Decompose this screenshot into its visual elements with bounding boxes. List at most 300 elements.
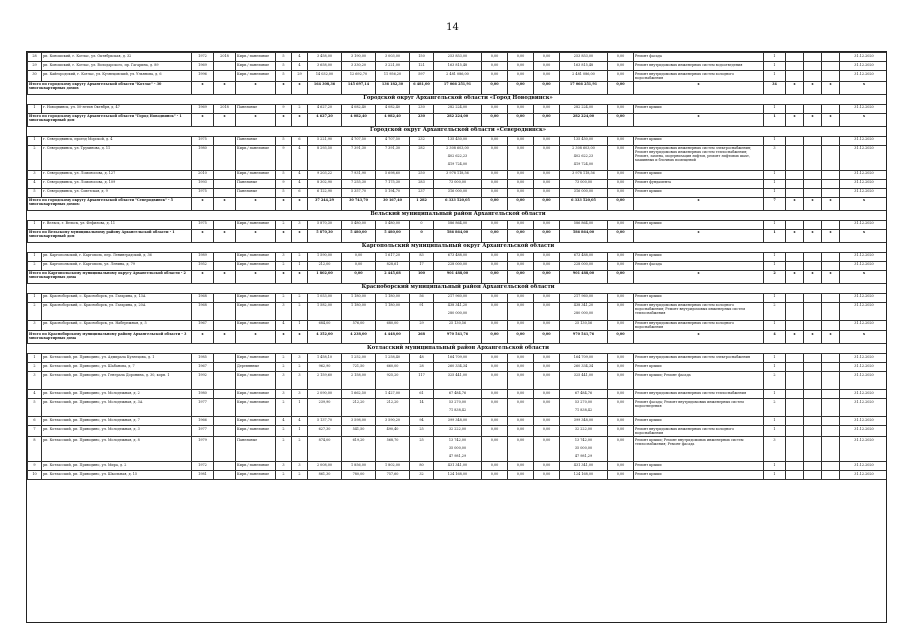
address-cell: г. Вельск, г. Вельск, ул. Фефилова, д. 11 bbox=[42, 220, 192, 229]
residents-cell: 597 bbox=[410, 71, 434, 82]
placeholder-cell: x bbox=[840, 113, 888, 126]
other-funds-cell: 0,00 bbox=[608, 81, 634, 94]
address-cell: рп. Котласский, рп. Приводино, ул. Молодежная, д. 3 bbox=[42, 426, 192, 437]
work-type-cell: Ремонт крыши; Ремонт фасада bbox=[634, 372, 764, 390]
placeholder-cell: x bbox=[804, 81, 822, 94]
total-label: Итого по Каргопольскому муниципальному округу Архангельской области - 2 многоквартирных дома bbox=[28, 270, 192, 283]
floors-cell: 3 bbox=[276, 252, 292, 261]
address-cell: рп. Красноборский, с. Красноборск, ул. Гагарина, д. 20А bbox=[42, 302, 192, 320]
residential-area-cell: 7 175,30 bbox=[376, 179, 410, 188]
blank-cell bbox=[804, 436, 822, 461]
federal-funds-cell: 0,00 bbox=[482, 372, 508, 390]
owners-funds-cell: 17 066 251,91 bbox=[560, 81, 608, 94]
blank-cell bbox=[804, 188, 822, 197]
other-funds-cell: 0,00 bbox=[608, 145, 634, 170]
regional-funds-cell: 0,00 bbox=[508, 293, 534, 302]
floors-cell: 5 bbox=[276, 136, 292, 145]
placeholder-cell: x bbox=[804, 331, 822, 344]
works-count-cell: 2 bbox=[764, 399, 786, 417]
table-row bbox=[28, 399, 888, 417]
owners-funds-cell: 438 341,20 280 000,00 bbox=[560, 302, 608, 320]
deadline-cell: 31.12.2020 bbox=[840, 426, 888, 437]
region-title: Вельский муниципальный район Архангельской области bbox=[28, 210, 888, 220]
blank-cell bbox=[804, 426, 822, 437]
residents-cell: 14 bbox=[410, 399, 434, 417]
placeholder-cell: x bbox=[276, 197, 292, 210]
works-count-cell: 1 bbox=[764, 62, 786, 71]
floors-cell: 3 bbox=[276, 461, 292, 470]
blank-cell bbox=[804, 252, 822, 261]
year-built-cell: 1975 bbox=[192, 220, 214, 229]
placeholder-cell: x bbox=[192, 270, 214, 283]
blank-cell bbox=[804, 302, 822, 320]
work-type-cell: Ремонт крыши bbox=[634, 170, 764, 179]
year-repair-cell bbox=[214, 399, 236, 417]
other-funds-cell: 0,00 bbox=[608, 372, 634, 390]
federal-funds-cell: 0,00 bbox=[482, 363, 508, 372]
row-number: 1 bbox=[28, 354, 42, 363]
year-built-cell: 1992 bbox=[192, 372, 214, 390]
entrances-cell: 2 bbox=[292, 293, 308, 302]
cost-cell: 438 341,20 280 000,00 bbox=[434, 302, 482, 320]
cost-cell: 32 222,00 bbox=[434, 426, 482, 437]
regional-funds-cell: 0,00 bbox=[508, 81, 534, 94]
other-funds-cell: 0,00 bbox=[608, 270, 634, 283]
placeholder-cell: x bbox=[840, 270, 888, 283]
table-row bbox=[28, 436, 888, 461]
floors-cell: 2 bbox=[276, 470, 292, 479]
regional-funds-cell: 0,00 bbox=[508, 188, 534, 197]
row-number: 6 bbox=[28, 417, 42, 426]
cost-cell: 135 450,00 bbox=[434, 136, 482, 145]
placeholder-cell: x bbox=[804, 197, 822, 210]
works-count-cell: 1 bbox=[764, 229, 786, 242]
cost-cell: 586 864,00 bbox=[434, 220, 482, 229]
work-type-cell: Ремонт крыши bbox=[634, 104, 764, 113]
entrances-cell: 3 bbox=[292, 372, 308, 390]
blank-cell bbox=[822, 293, 840, 302]
federal-funds-cell: 0,00 bbox=[482, 320, 508, 331]
table-row bbox=[28, 252, 888, 261]
works-count-cell: 1 bbox=[764, 71, 786, 82]
blank-cell bbox=[822, 426, 840, 437]
floors-cell: 9 bbox=[276, 145, 292, 170]
works-count-cell: 1 bbox=[764, 220, 786, 229]
local-funds-cell: 0,00 bbox=[534, 436, 560, 461]
local-funds-cell: 0,00 bbox=[534, 197, 560, 210]
federal-funds-cell: 0,00 bbox=[482, 220, 508, 229]
table-row bbox=[28, 145, 888, 170]
section-total-row bbox=[28, 270, 888, 283]
federal-funds-cell: 0,00 bbox=[482, 81, 508, 94]
other-funds-cell: 0,00 bbox=[608, 331, 634, 344]
region-title: Городской округ Архангельской области «Северодвинск» bbox=[28, 126, 888, 136]
apartments-area-cell: 619,20 bbox=[342, 436, 376, 461]
cost-cell: 325 441,00 bbox=[434, 372, 482, 390]
residents-cell: 80 bbox=[410, 461, 434, 470]
wall-material-cell: Кирп./ панельные bbox=[236, 354, 276, 363]
federal-funds-cell: 0,00 bbox=[482, 417, 508, 426]
regional-funds-cell: 0,00 bbox=[508, 390, 534, 399]
work-type-cell: Ремонт фасада bbox=[634, 261, 764, 270]
federal-funds-cell: 0,00 bbox=[482, 436, 508, 461]
deadline-cell: 31.12.2020 bbox=[840, 261, 888, 270]
year-repair-cell bbox=[214, 170, 236, 179]
entrances-cell: 2 bbox=[292, 302, 308, 320]
residential-area-cell: 680,00 bbox=[376, 320, 410, 331]
residents-cell: 250 bbox=[410, 170, 434, 179]
apartments-area-cell: 1 856,00 bbox=[342, 461, 376, 470]
year-repair-cell bbox=[214, 261, 236, 270]
address-cell: рп. Котласский, рп. Приводино, ул. Молодежная, д. 2 bbox=[42, 390, 192, 399]
local-funds-cell: 0,00 bbox=[534, 426, 560, 437]
works-count-cell: 1 bbox=[764, 261, 786, 270]
placeholder-cell: x bbox=[840, 197, 888, 210]
entrances-cell: 6 bbox=[292, 136, 308, 145]
work-type-cell: Ремонт крыши bbox=[634, 188, 764, 197]
other-funds-cell: 0,00 bbox=[608, 320, 634, 331]
total-area-cell: 4 352,00 bbox=[308, 331, 342, 344]
local-funds-cell: 0,00 bbox=[534, 71, 560, 82]
blank-cell bbox=[804, 354, 822, 363]
wall-material-cell: Кирп./ панельные bbox=[236, 170, 276, 179]
deadline-cell: 31.12.2020 bbox=[840, 188, 888, 197]
year-built-cell: 1977 bbox=[192, 426, 214, 437]
local-funds-cell: 0,00 bbox=[534, 53, 560, 62]
total-area-cell: 1 802,00 bbox=[308, 270, 342, 283]
total-label: Итого по Вельскому муниципальному району Архангельской области - 1 многоквартирный дом bbox=[28, 229, 192, 242]
wall-material-cell: Панельные bbox=[236, 188, 276, 197]
work-type-cell: Ремонт крыши bbox=[634, 363, 764, 372]
local-funds-cell: 0,00 bbox=[534, 417, 560, 426]
blank-cell bbox=[822, 372, 840, 390]
residential-area-cell: 1 617,20 bbox=[376, 252, 410, 261]
placeholder-cell: x bbox=[786, 331, 804, 344]
placeholder-cell: x bbox=[840, 81, 888, 94]
year-repair-cell bbox=[214, 436, 236, 461]
blank-cell bbox=[804, 390, 822, 399]
blank-cell bbox=[822, 417, 840, 426]
cost-cell: 13 742,00 35 000,00 47 981,29 bbox=[434, 436, 482, 461]
apartments-area-cell: 3 330,20 bbox=[342, 62, 376, 71]
year-built-cell: 1993 bbox=[192, 179, 214, 188]
regional-funds-cell: 0,00 bbox=[508, 354, 534, 363]
regional-funds-cell: 0,00 bbox=[508, 331, 534, 344]
blank-cell bbox=[786, 399, 804, 417]
table-row bbox=[28, 293, 888, 302]
other-funds-cell: 0,00 bbox=[608, 179, 634, 188]
placeholder-cell: x bbox=[804, 270, 822, 283]
regional-funds-cell: 0,00 bbox=[508, 53, 534, 62]
wall-material-cell: Кирп./ панельные bbox=[236, 372, 276, 390]
address-cell: рп. Котласский, рп. Приводино, ул. Молодежная, д. 8 bbox=[42, 436, 192, 461]
cost-cell: 673 488,00 bbox=[434, 252, 482, 261]
year-built-cell: 1968 bbox=[192, 293, 214, 302]
blank-cell bbox=[822, 461, 840, 470]
placeholder-cell: x bbox=[786, 270, 804, 283]
residents-cell: 230 bbox=[410, 113, 434, 126]
total-area-cell: 5 221,90 bbox=[308, 136, 342, 145]
federal-funds-cell: 0,00 bbox=[482, 197, 508, 210]
other-funds-cell: 0,00 bbox=[608, 252, 634, 261]
local-funds-cell: 0,00 bbox=[534, 302, 560, 320]
local-funds-cell: 0,00 bbox=[534, 261, 560, 270]
apartments-area-cell: 0,00 bbox=[342, 252, 376, 261]
row-number: 3 bbox=[28, 320, 42, 331]
table-row bbox=[28, 461, 888, 470]
residents-cell: 150 bbox=[410, 53, 434, 62]
row-number: 2 bbox=[28, 145, 42, 170]
blank-cell bbox=[786, 417, 804, 426]
wall-material-cell: Панельные bbox=[236, 436, 276, 461]
year-built-cell: 1968 bbox=[192, 302, 214, 320]
owners-funds-cell: 3 978 118,56 bbox=[560, 170, 608, 179]
works-count-cell: 1 bbox=[764, 470, 786, 479]
regional-funds-cell: 0,00 bbox=[508, 62, 534, 71]
total-area-cell: 8 302,90 bbox=[308, 179, 342, 188]
owners-funds-cell: 901 488,00 bbox=[560, 270, 608, 283]
local-funds-cell: 0,00 bbox=[534, 293, 560, 302]
blank-cell bbox=[786, 71, 804, 82]
table-row bbox=[28, 372, 888, 390]
wall-material-cell: Кирп./ панельные bbox=[236, 293, 276, 302]
placeholder-cell: x bbox=[236, 81, 276, 94]
year-built-cell: 1980 bbox=[192, 145, 214, 170]
works-count-cell: 1 bbox=[764, 188, 786, 197]
owners-funds-cell: 282 224,00 bbox=[560, 104, 608, 113]
regional-funds-cell: 0,00 bbox=[508, 372, 534, 390]
works-count-cell: 1 bbox=[764, 461, 786, 470]
table-row bbox=[28, 71, 888, 82]
total-area-cell: 4 627,20 bbox=[308, 104, 342, 113]
other-funds-cell: 0,00 bbox=[608, 170, 634, 179]
federal-funds-cell: 0,00 bbox=[482, 170, 508, 179]
regional-funds-cell: 0,00 bbox=[508, 363, 534, 372]
wall-material-cell: Панельные bbox=[236, 104, 276, 113]
other-funds-cell: 0,00 bbox=[608, 293, 634, 302]
residential-area-cell: 3 590,20 bbox=[376, 417, 410, 426]
year-built-cell: 1967 bbox=[192, 320, 214, 331]
blank-cell bbox=[804, 372, 822, 390]
wall-material-cell: Кирп./ панельные bbox=[236, 145, 276, 170]
section-total-row bbox=[28, 113, 888, 126]
placeholder-cell: x bbox=[236, 270, 276, 283]
floors-cell: 5 bbox=[276, 71, 292, 82]
placeholder-cell: x bbox=[292, 113, 308, 126]
works-count-cell: 1 bbox=[764, 252, 786, 261]
blank-cell bbox=[786, 372, 804, 390]
blank-cell bbox=[786, 354, 804, 363]
region-title: Городской округ Архангельской области «Город Новодвинск» bbox=[28, 94, 888, 104]
total-area-cell: 3 658,00 bbox=[308, 62, 342, 71]
year-repair-cell bbox=[214, 293, 236, 302]
residential-area-cell: 2 445,68 bbox=[376, 270, 410, 283]
table-row bbox=[28, 104, 888, 113]
floors-cell: 2 bbox=[276, 426, 292, 437]
works-count-cell: 2 bbox=[764, 270, 786, 283]
year-repair-cell bbox=[214, 145, 236, 170]
blank-cell bbox=[822, 363, 840, 372]
wall-material-cell: Кирп./ панельные bbox=[236, 71, 276, 82]
entrances-cell: 4 bbox=[292, 62, 308, 71]
year-repair-cell bbox=[214, 220, 236, 229]
owners-funds-cell: 73 000,00 bbox=[560, 179, 608, 188]
residents-cell: 6 481,00 bbox=[410, 81, 434, 94]
owners-funds-cell: 13 742,00 35 000,00 47 981,29 bbox=[560, 436, 608, 461]
work-type-cell: Ремонт внутридомовых инженерных систем электроснабжения bbox=[634, 354, 764, 363]
deadline-cell: 31.12.2020 bbox=[840, 354, 888, 363]
total-area-cell: 874,00 bbox=[308, 436, 342, 461]
section-total-row bbox=[28, 331, 888, 344]
deadline-cell: 31.12.2020 bbox=[840, 320, 888, 331]
address-cell: рп. Котласский, рп. Приводино, ул. Шабанова, д. 7 bbox=[42, 363, 192, 372]
table-row bbox=[28, 390, 888, 399]
deadline-cell: 31.12.2020 bbox=[840, 145, 888, 170]
regional-funds-cell: 0,00 bbox=[508, 179, 534, 188]
placeholder-cell: x bbox=[786, 229, 804, 242]
apartments-area-cell: 0,00 bbox=[342, 270, 376, 283]
placeholder-cell: x bbox=[236, 197, 276, 210]
other-funds-cell: 0,00 bbox=[608, 426, 634, 437]
deadline-cell: 31.12.2020 bbox=[840, 71, 888, 82]
owners-funds-cell: 164 709,00 bbox=[560, 354, 608, 363]
work-type-cell: Ремонт внутридомовых инженерных систем холодного водоснабжения; Ремонт внутридомовых инженерных систем теплоснабжения bbox=[634, 302, 764, 320]
section-total-row bbox=[28, 229, 888, 242]
work-type-cell: Ремонт крыши bbox=[634, 293, 764, 302]
works-count-cell: 4 bbox=[764, 331, 786, 344]
placeholder-cell: x bbox=[192, 229, 214, 242]
entrances-cell: 4 bbox=[292, 170, 308, 179]
entrances-cell: 3 bbox=[292, 220, 308, 229]
wall-material-cell: Кирп./ панельные bbox=[236, 220, 276, 229]
deadline-cell: 31.12.2020 bbox=[840, 170, 888, 179]
regional-funds-cell: 0,00 bbox=[508, 436, 534, 461]
row-number: 3 bbox=[28, 372, 42, 390]
federal-funds-cell: 0,00 bbox=[482, 302, 508, 320]
residents-cell: 230 bbox=[410, 104, 434, 113]
placeholder-cell: x bbox=[634, 197, 764, 210]
local-funds-cell: 0,00 bbox=[534, 188, 560, 197]
work-type-cell: Ремонт крыши bbox=[634, 252, 764, 261]
works-count-cell: 1 bbox=[764, 417, 786, 426]
entrances-cell: 2 bbox=[292, 252, 308, 261]
blank-cell bbox=[822, 145, 840, 170]
blank-cell bbox=[822, 436, 840, 461]
residential-area-cell: 1 258,40 bbox=[376, 354, 410, 363]
local-funds-cell: 0,00 bbox=[534, 331, 560, 344]
owners-funds-cell: 586 864,00 bbox=[560, 229, 608, 242]
deadline-cell: 31.12.2020 bbox=[840, 252, 888, 261]
residents-cell: 32 bbox=[410, 470, 434, 479]
work-type-cell: Ремонт крыши bbox=[634, 417, 764, 426]
wall-material-cell: Кирп./ панельные bbox=[236, 320, 276, 331]
work-type-cell: Ремонт крыши; Ремонт внутридомовых инженерных систем теплоснабжения; Ремонт фасада bbox=[634, 436, 764, 461]
blank-cell bbox=[786, 220, 804, 229]
regional-funds-cell: 0,00 bbox=[508, 302, 534, 320]
other-funds-cell: 0,00 bbox=[608, 417, 634, 426]
other-funds-cell: 0,00 bbox=[608, 363, 634, 372]
deadline-cell: 31.12.2020 bbox=[840, 436, 888, 461]
region-header-row bbox=[28, 242, 888, 252]
entrances-cell: 4 bbox=[292, 53, 308, 62]
cost-cell: 163 815,48 bbox=[434, 62, 482, 71]
total-area-cell: 239,90 bbox=[308, 399, 342, 417]
address-cell: г. Северодвинск, ул. Ломоносова, д. 127 bbox=[42, 170, 192, 179]
address-cell: рп. Красноборский, с. Красноборск, ул. Гагарина, д. 13А bbox=[42, 293, 192, 302]
apartments-area-cell: 576,00 bbox=[342, 320, 376, 331]
regional-funds-cell: 0,00 bbox=[508, 261, 534, 270]
local-funds-cell: 0,00 bbox=[534, 220, 560, 229]
other-funds-cell: 0,00 bbox=[608, 261, 634, 270]
wall-material-cell: Панельные bbox=[236, 136, 276, 145]
other-funds-cell: 0,00 bbox=[608, 197, 634, 210]
placeholder-cell: x bbox=[292, 331, 308, 344]
federal-funds-cell: 0,00 bbox=[482, 331, 508, 344]
region-header-row bbox=[28, 126, 888, 136]
owners-funds-cell: 124 168,00 bbox=[560, 470, 608, 479]
placeholder-cell: x bbox=[236, 331, 276, 344]
total-area-cell: 4 627,20 bbox=[308, 113, 342, 126]
blank-cell bbox=[786, 136, 804, 145]
table-row bbox=[28, 320, 888, 331]
placeholder-cell: x bbox=[292, 197, 308, 210]
total-area-cell: 627,30 bbox=[308, 426, 342, 437]
total-area-cell: 861,30 bbox=[308, 470, 342, 479]
works-count-cell: 2 bbox=[764, 372, 786, 390]
regional-funds-cell: 0,00 bbox=[508, 229, 534, 242]
placeholder-cell: x bbox=[214, 113, 236, 126]
entrances-cell: 2 bbox=[292, 363, 308, 372]
cost-cell: 399 348,00 bbox=[434, 417, 482, 426]
wall-material-cell: Кирп./ панельные bbox=[236, 261, 276, 270]
local-funds-cell: 0,00 bbox=[534, 461, 560, 470]
federal-funds-cell: 0,00 bbox=[482, 399, 508, 417]
placeholder-cell: x bbox=[236, 229, 276, 242]
residents-cell: 232 bbox=[410, 136, 434, 145]
total-area-cell: 9 203,22 bbox=[308, 170, 342, 179]
year-built-cell: 1975 bbox=[192, 188, 214, 197]
owners-funds-cell: 431 341,00 bbox=[560, 461, 608, 470]
blank-cell bbox=[804, 461, 822, 470]
row-number: 1 bbox=[28, 293, 42, 302]
year-repair-cell bbox=[214, 62, 236, 71]
row-number: 30 bbox=[28, 71, 42, 82]
apartments-area-cell: 3 190,00 bbox=[342, 53, 376, 62]
blank-cell bbox=[804, 104, 822, 113]
federal-funds-cell: 0,00 bbox=[482, 53, 508, 62]
works-count-cell: 1 bbox=[764, 53, 786, 62]
local-funds-cell: 0,00 bbox=[534, 320, 560, 331]
cost-cell: 970 541,76 bbox=[434, 331, 482, 344]
residential-area-cell: 828,61 bbox=[376, 261, 410, 270]
placeholder-cell: x bbox=[276, 229, 292, 242]
total-area-cell: 1 582,00 bbox=[308, 302, 342, 320]
owners-funds-cell: 25 130,56 bbox=[560, 320, 608, 331]
blank-cell bbox=[822, 470, 840, 479]
entrances-cell: 1 bbox=[292, 399, 308, 417]
placeholder-cell: x bbox=[786, 197, 804, 210]
apartments-area-cell: 212,20 bbox=[342, 399, 376, 417]
works-count-cell: 1 bbox=[764, 363, 786, 372]
work-type-cell: Ремонт фасада; Ремонт внутридомовых инженерных систем водоотведения bbox=[634, 399, 764, 417]
owners-funds-cell: 67 484,76 bbox=[560, 390, 608, 399]
deadline-cell: 31.12.2020 bbox=[840, 220, 888, 229]
floors-cell: 5 bbox=[276, 62, 292, 71]
row-number: 2 bbox=[28, 302, 42, 320]
residents-cell: 29 bbox=[410, 320, 434, 331]
address-cell: г. Северодвинск, проезд Морской, д. 4 bbox=[42, 136, 192, 145]
cost-cell: 67 484,76 bbox=[434, 390, 482, 399]
